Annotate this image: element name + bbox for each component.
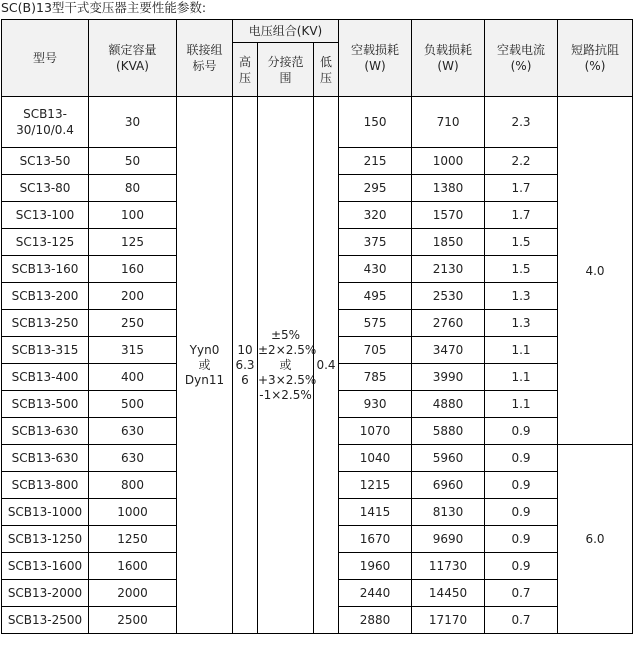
cell-model: SCB13-500 <box>2 391 89 418</box>
cell-tap-range: ±5% ±2×2.5% 或 +3×2.5% -1×2.5% <box>258 97 314 634</box>
cell-noload-current: 0.9 <box>485 526 558 553</box>
cell-connection-group: Yyn0 或 Dyn11 <box>177 97 233 634</box>
cell-noload-current: 0.9 <box>485 472 558 499</box>
header-hv: 高 压 <box>233 43 258 97</box>
cell-load-loss: 17170 <box>412 607 485 634</box>
cell-noload-loss: 785 <box>339 364 412 391</box>
cell-noload-loss: 150 <box>339 97 412 148</box>
cell-load-loss: 2760 <box>412 310 485 337</box>
cell-model: SCB13-1250 <box>2 526 89 553</box>
cell-noload-loss: 375 <box>339 229 412 256</box>
table-header <box>2 20 633 97</box>
cell-load-loss: 1850 <box>412 229 485 256</box>
cell-noload-current: 1.7 <box>485 175 558 202</box>
header-noload-loss: 空载损耗 (W) <box>339 20 412 97</box>
table-body <box>2 97 633 634</box>
cell-noload-current: 1.5 <box>485 256 558 283</box>
cell-noload-current: 0.9 <box>485 499 558 526</box>
cell-noload-current: 1.1 <box>485 364 558 391</box>
cell-capacity: 1250 <box>89 526 177 553</box>
table-caption: SC(B)13型干式变压器主要性能参数: <box>1 0 207 15</box>
cell-noload-loss: 1415 <box>339 499 412 526</box>
cell-capacity: 630 <box>89 445 177 472</box>
cell-load-loss: 710 <box>412 97 485 148</box>
cell-noload-current: 1.1 <box>485 337 558 364</box>
cell-load-loss: 5880 <box>412 418 485 445</box>
table-row <box>2 97 633 148</box>
cell-model: SCB13-630 <box>2 418 89 445</box>
cell-noload-current: 1.7 <box>485 202 558 229</box>
cell-noload-loss: 430 <box>339 256 412 283</box>
cell-hv-voltage: 10 6.3 6 <box>233 97 258 634</box>
cell-capacity: 250 <box>89 310 177 337</box>
cell-load-loss: 14450 <box>412 580 485 607</box>
cell-noload-current: 0.9 <box>485 445 558 472</box>
cell-noload-loss: 1960 <box>339 553 412 580</box>
header-impedance: 短路抗阻 (%) <box>558 20 633 97</box>
cell-model: SCB13-800 <box>2 472 89 499</box>
cell-model: SCB13-200 <box>2 283 89 310</box>
cell-capacity: 315 <box>89 337 177 364</box>
cell-capacity: 2500 <box>89 607 177 634</box>
cell-noload-current: 1.3 <box>485 310 558 337</box>
cell-load-loss: 4880 <box>412 391 485 418</box>
cell-load-loss: 11730 <box>412 553 485 580</box>
header-model: 型号 <box>2 20 89 97</box>
cell-noload-current: 2.2 <box>485 148 558 175</box>
cell-capacity: 125 <box>89 229 177 256</box>
cell-capacity: 30 <box>89 97 177 148</box>
cell-noload-loss: 495 <box>339 283 412 310</box>
cell-noload-current: 1.5 <box>485 229 558 256</box>
header-noload-current: 空载电流 (%) <box>485 20 558 97</box>
cell-noload-current: 2.3 <box>485 97 558 148</box>
cell-model: SCB13-1600 <box>2 553 89 580</box>
cell-noload-loss: 215 <box>339 148 412 175</box>
cell-capacity: 500 <box>89 391 177 418</box>
cell-noload-loss: 1040 <box>339 445 412 472</box>
cell-load-loss: 2530 <box>412 283 485 310</box>
cell-capacity: 800 <box>89 472 177 499</box>
header-voltage-group: 电压组合(KV) <box>233 20 339 43</box>
cell-capacity: 2000 <box>89 580 177 607</box>
cell-load-loss: 1000 <box>412 148 485 175</box>
cell-model: SCB13-250 <box>2 310 89 337</box>
cell-noload-loss: 2440 <box>339 580 412 607</box>
transformer-spec-table <box>1 19 633 634</box>
header-lv: 低 压 <box>314 43 339 97</box>
cell-model: SCB13-2500 <box>2 607 89 634</box>
cell-model: SC13-50 <box>2 148 89 175</box>
cell-capacity: 630 <box>89 418 177 445</box>
cell-model: SCB13-400 <box>2 364 89 391</box>
cell-model: SCB13-160 <box>2 256 89 283</box>
cell-noload-loss: 930 <box>339 391 412 418</box>
cell-load-loss: 6960 <box>412 472 485 499</box>
cell-model: SCB13-630 <box>2 445 89 472</box>
cell-model: SC13-125 <box>2 229 89 256</box>
cell-load-loss: 9690 <box>412 526 485 553</box>
header-connection: 联接组 标号 <box>177 20 233 97</box>
cell-load-loss: 8130 <box>412 499 485 526</box>
cell-model: SCB13-1000 <box>2 499 89 526</box>
cell-model: SCB13-2000 <box>2 580 89 607</box>
cell-noload-loss: 2880 <box>339 607 412 634</box>
cell-load-loss: 1380 <box>412 175 485 202</box>
cell-impedance-a: 4.0 <box>558 97 633 445</box>
cell-capacity: 1600 <box>89 553 177 580</box>
cell-noload-current: 0.7 <box>485 607 558 634</box>
cell-noload-loss: 1215 <box>339 472 412 499</box>
cell-impedance-b: 6.0 <box>558 445 633 634</box>
cell-noload-current: 0.9 <box>485 418 558 445</box>
cell-capacity: 200 <box>89 283 177 310</box>
cell-capacity: 50 <box>89 148 177 175</box>
header-load-loss: 负载损耗 (W) <box>412 20 485 97</box>
cell-capacity: 160 <box>89 256 177 283</box>
cell-noload-current: 0.9 <box>485 553 558 580</box>
header-capacity: 额定容量 (KVA) <box>89 20 177 97</box>
cell-model: SCB13-315 <box>2 337 89 364</box>
cell-load-loss: 1570 <box>412 202 485 229</box>
cell-load-loss: 5960 <box>412 445 485 472</box>
cell-model: SC13-100 <box>2 202 89 229</box>
cell-noload-current: 0.7 <box>485 580 558 607</box>
cell-noload-current: 1.1 <box>485 391 558 418</box>
cell-noload-loss: 575 <box>339 310 412 337</box>
cell-load-loss: 3990 <box>412 364 485 391</box>
cell-noload-current: 1.3 <box>485 283 558 310</box>
cell-noload-loss: 295 <box>339 175 412 202</box>
cell-model: SCB13-30/10/0.4 <box>2 97 89 148</box>
cell-load-loss: 3470 <box>412 337 485 364</box>
cell-noload-loss: 1670 <box>339 526 412 553</box>
cell-capacity: 1000 <box>89 499 177 526</box>
cell-lv-voltage: 0.4 <box>314 97 339 634</box>
cell-capacity: 80 <box>89 175 177 202</box>
header-tap: 分接范 围 <box>258 43 314 97</box>
cell-model: SC13-80 <box>2 175 89 202</box>
cell-noload-loss: 320 <box>339 202 412 229</box>
cell-noload-loss: 1070 <box>339 418 412 445</box>
cell-capacity: 400 <box>89 364 177 391</box>
cell-load-loss: 2130 <box>412 256 485 283</box>
cell-noload-loss: 705 <box>339 337 412 364</box>
cell-capacity: 100 <box>89 202 177 229</box>
